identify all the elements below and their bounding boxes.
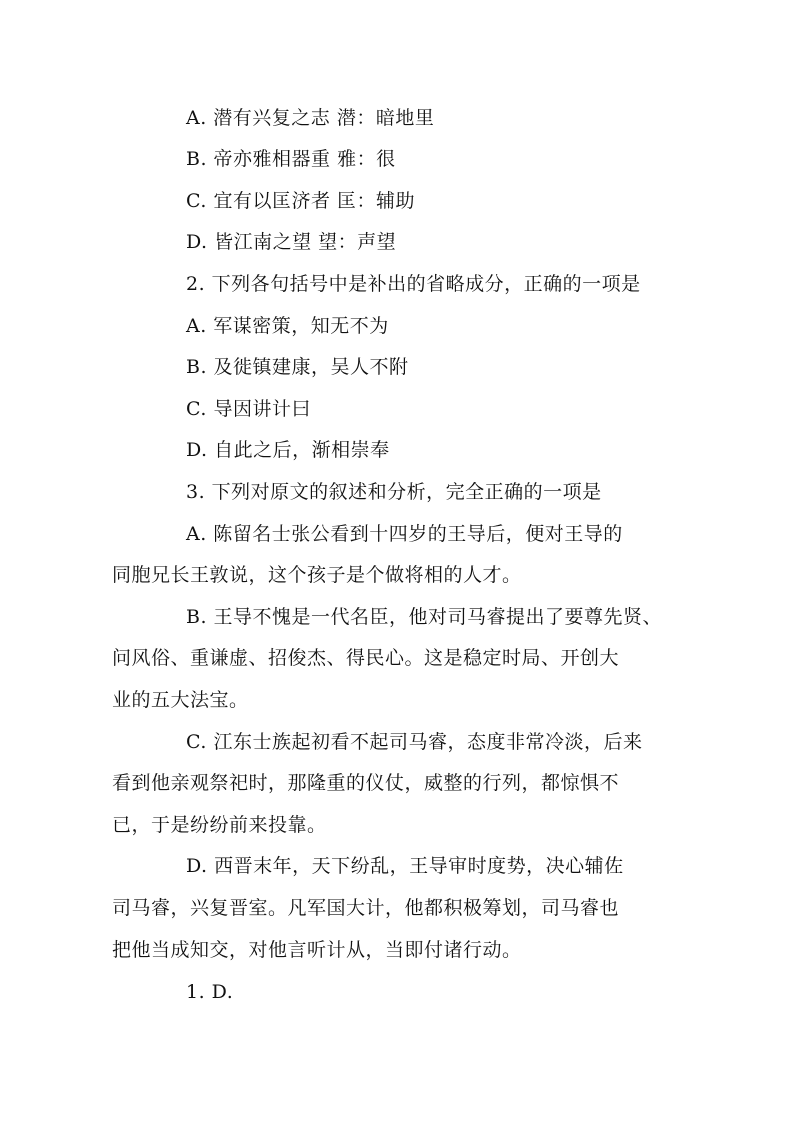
- q3-option-c-line-1: C. 江东士族起初看不起司马睿，态度非常冷淡，后来: [186, 731, 643, 753]
- q3-option-b-line-1: B. 王导不愧是一代名臣，他对司马睿提出了要尊先贤、: [186, 606, 663, 628]
- q3-option-a-line-2: 同胞兄长王敦说，这个孩子是个做将相的人才。: [112, 564, 522, 586]
- q3-option-d-line-1: D. 西晋末年，天下纷乱，王导审时度势，决心辅佐: [186, 855, 624, 877]
- q2-option-b: B. 及徙镇建康，吴人不附: [186, 356, 409, 378]
- q3-option-b-line-3: 业的五大法宝。: [112, 689, 249, 711]
- option-a-line: A. 潜有兴复之志 潜：暗地里: [186, 107, 435, 129]
- q3-option-b-line-2: 问风俗、重谦虚、招俊杰、得民心。这是稳定时局、开创大: [112, 647, 620, 669]
- question-3-stem: 3. 下列对原文的叙述和分析，完全正确的一项是: [186, 481, 602, 503]
- q3-option-d-line-3: 把他当成知交，对他言听计从，当即付诸行动。: [112, 939, 522, 961]
- option-d-line: D. 皆江南之望 望：声望: [186, 231, 397, 253]
- q2-option-a: A. 军谋密策，知无不为: [186, 315, 389, 337]
- option-b-line: B. 帝亦雅相器重 雅：很: [186, 148, 396, 170]
- q2-option-c: C. 导因讲计曰: [186, 398, 311, 420]
- answer-line: 1. D.: [186, 981, 234, 1003]
- q2-option-d: D. 自此之后，渐相崇奉: [186, 439, 390, 461]
- q3-option-c-line-3: 已，于是纷纷前来投靠。: [112, 814, 327, 836]
- q3-option-a-line-1: A. 陈留名士张公看到十四岁的王导后，便对王导的: [186, 523, 623, 545]
- question-2-stem: 2. 下列各句括号中是补出的省略成分，正确的一项是: [186, 273, 641, 295]
- q3-option-d-line-2: 司马睿，兴复晋室。凡军国大计，他都积极筹划，司马睿也: [112, 897, 620, 919]
- option-c-line: C. 宜有以匡济者 匡：辅助: [186, 190, 415, 212]
- q3-option-c-line-2: 看到他亲观祭祀时，那隆重的仪仗，威整的行列，都惊惧不: [112, 772, 620, 794]
